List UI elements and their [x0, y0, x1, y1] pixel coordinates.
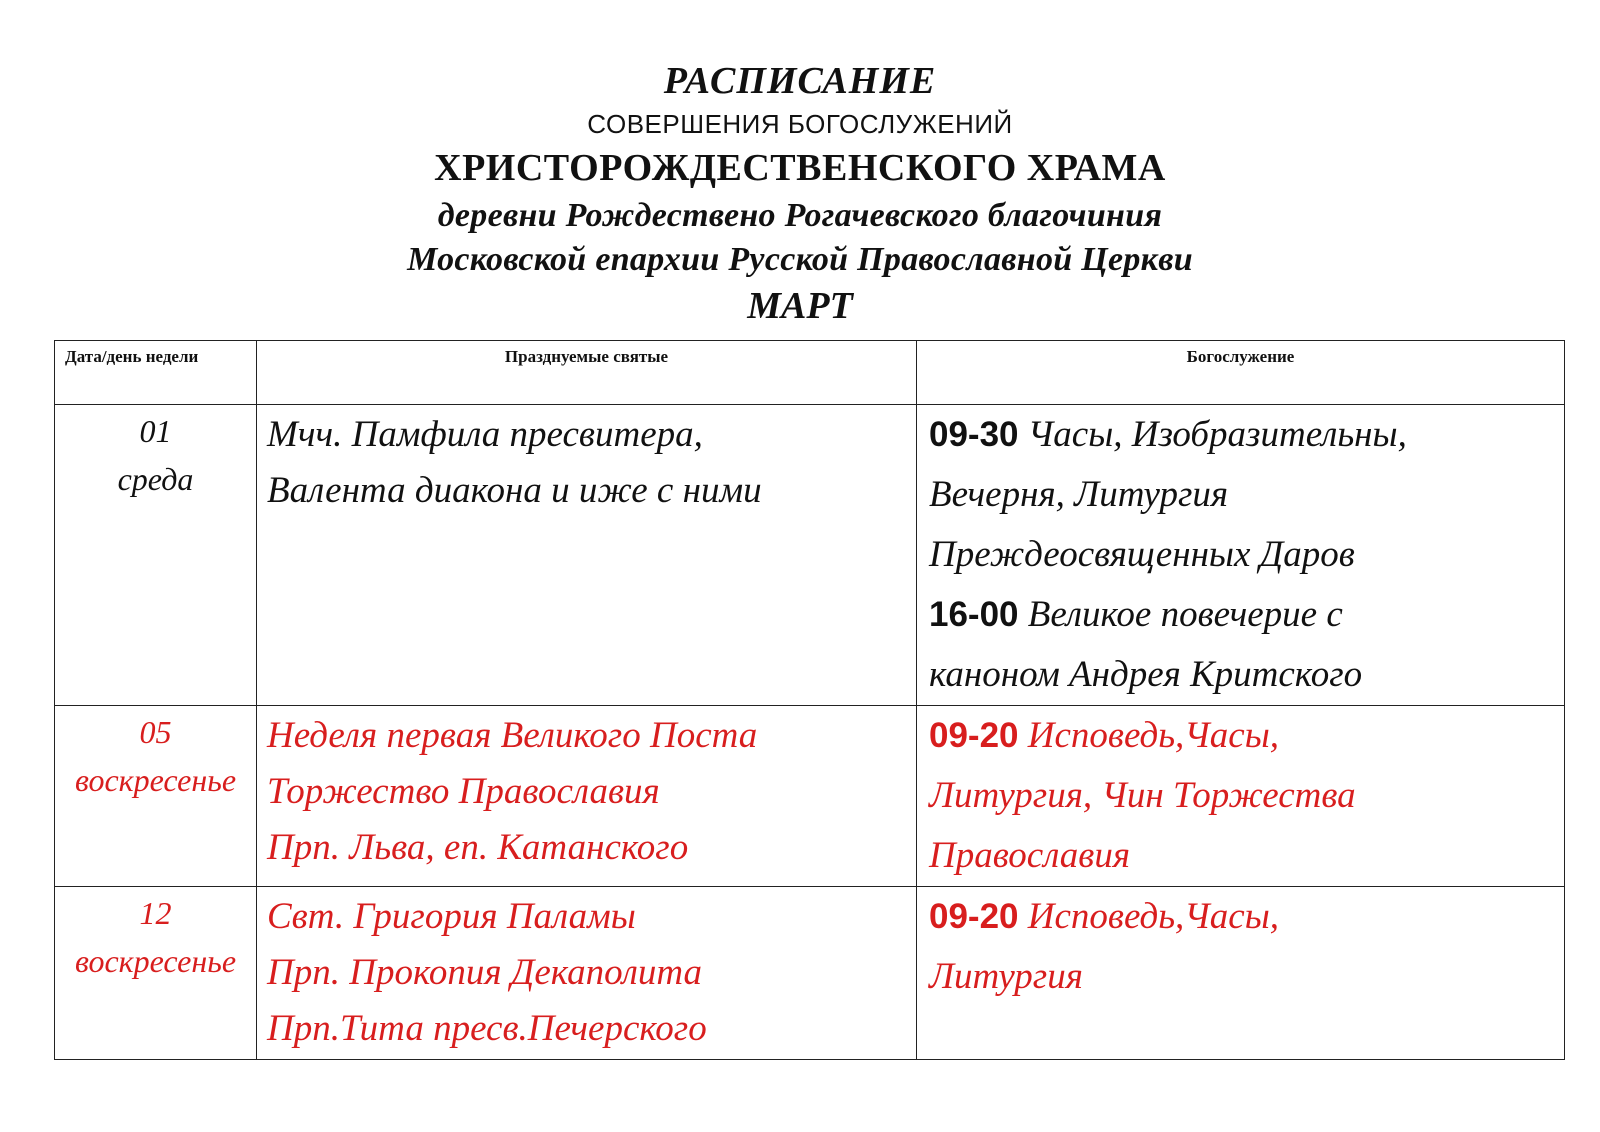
table-row — [55, 887, 1565, 1060]
table-row — [55, 706, 1565, 887]
column-header-service: Богослужение — [917, 341, 1565, 405]
service-line: Преждеосвященных Даров — [929, 534, 1355, 575]
service-line — [929, 585, 1564, 645]
table-header-row — [55, 341, 1565, 405]
saint-line: Валента диакона и иже с ними — [267, 470, 762, 511]
service-text: Великое повечерие с — [1027, 594, 1343, 635]
service-text: Исповедь,Часы, — [1027, 896, 1280, 937]
church-location: деревни Рождествено Рогачевского благочиния — [437, 197, 1163, 234]
service-cell — [917, 706, 1565, 887]
service-line: каноном Андрея Критского — [929, 654, 1363, 695]
service-line — [929, 887, 1564, 947]
saint-line: Мчч. Памфила пресвитера, — [267, 414, 703, 455]
church-diocese: Московской епархии Русской Православной Церкви — [407, 241, 1193, 278]
service-line: Литургия, Чин Торжества — [929, 775, 1356, 816]
column-header-saints: Празднуемые святые — [257, 341, 917, 405]
service-time: 09-30 — [929, 415, 1019, 454]
saints-cell — [257, 405, 917, 706]
church-name: ХРИСТОРОЖДЕСТВЕНСКОГО ХРАМА — [434, 147, 1166, 189]
service-line — [929, 405, 1564, 465]
service-text: Исповедь,Часы, — [1027, 715, 1280, 756]
saint-line: Свт. Григория Паламы — [267, 896, 636, 937]
service-time: 16-00 — [929, 595, 1019, 634]
date-cell — [55, 887, 257, 1060]
table-row — [55, 405, 1565, 706]
weekday: среда — [117, 461, 194, 497]
service-cell — [917, 887, 1565, 1060]
weekday: воскресенье — [74, 762, 237, 798]
column-header-date: Дата/день недели — [55, 341, 257, 405]
date-cell — [55, 706, 257, 887]
saints-cell — [257, 706, 917, 887]
date-number: 05 — [139, 714, 172, 750]
date-number: 01 — [139, 413, 172, 449]
schedule-month: МАРТ — [747, 285, 853, 327]
service-line: Православия — [929, 835, 1131, 876]
saint-line: Прп. Прокопия Декаполита — [267, 952, 703, 993]
service-line: Вечерня, Литургия — [929, 474, 1229, 515]
saint-line: Прп.Тита пресв.Печерского — [267, 1008, 707, 1049]
saints-cell — [257, 887, 917, 1060]
service-text: Часы, Изобразительны, — [1027, 414, 1407, 455]
service-line — [929, 706, 1564, 766]
document-title: РАСПИСАНИЕ — [663, 60, 937, 102]
service-time: 09-20 — [929, 897, 1019, 936]
date-number: 12 — [139, 895, 172, 931]
document-subtitle: СОВЕРШЕНИЯ БОГОСЛУЖЕНИЙ — [587, 109, 1013, 139]
saint-line: Торжество Православия — [267, 771, 660, 812]
date-cell — [55, 405, 257, 706]
saint-line: Прп. Льва, еп. Катанского — [267, 827, 689, 868]
service-line: Литургия — [929, 956, 1083, 997]
service-cell — [917, 405, 1565, 706]
saint-line: Неделя первая Великого Поста — [267, 715, 758, 756]
service-time: 09-20 — [929, 716, 1019, 755]
weekday: воскресенье — [74, 943, 237, 979]
schedule-table — [54, 340, 1565, 1060]
